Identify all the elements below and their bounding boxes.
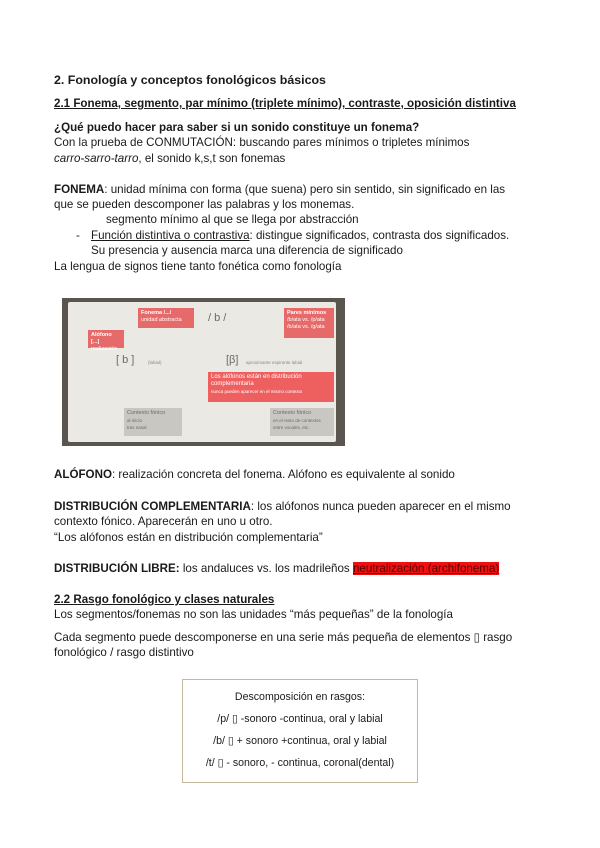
photo-contexto-left-sub-1: al inicio bbox=[127, 418, 143, 423]
example-rest: , el sonido k,s,t son fonemas bbox=[138, 152, 286, 165]
table-row-t: /t/ ▯ - sonoro, - continua, coronal(dental) bbox=[205, 757, 395, 769]
photo-pares-line-2: /b/ata vs. /g/ata bbox=[287, 324, 325, 330]
photo-distribucion-sub: nunca pueden aparecer en el mismo contexto bbox=[211, 389, 303, 394]
photo-pares-box bbox=[284, 308, 334, 338]
photo-alofono-sub: realización bbox=[91, 346, 118, 352]
photo-bracket-beta-label: aproximante espirante labial bbox=[246, 360, 303, 365]
photo-distribucion-box bbox=[208, 372, 334, 402]
libre-line bbox=[54, 561, 499, 576]
fonema-def-1: : unidad mínima con forma (que suena) pero sin sentido, sin significado en las bbox=[104, 183, 506, 196]
segmento-line: segmento mínimo al que se llega por abstracción bbox=[106, 213, 359, 226]
rasgos-table bbox=[182, 679, 418, 783]
conmutacion-line: Con la prueba de CONMUTACIÓN: buscando pares mínimos o tripletes mínimos bbox=[54, 136, 470, 149]
photo-distribucion-title: Los alófonos están en distribución bbox=[211, 374, 302, 380]
distribucion-line-1 bbox=[54, 499, 511, 514]
photo-slash-b: / b / bbox=[208, 312, 227, 324]
photo-fonema-sub: unidad abstracta bbox=[141, 317, 182, 323]
distribucion-quote: “Los alófonos están en distribución complementaria” bbox=[54, 531, 323, 544]
segmentos-line: Los segmentos/fonemas no son las unidades “más pequeñas” de la fonología bbox=[54, 608, 453, 621]
whiteboard-photo bbox=[62, 298, 345, 446]
photo-fonema-box bbox=[138, 308, 194, 328]
libre-term: DISTRIBUCIÓN LIBRE: bbox=[54, 562, 180, 575]
photo-contexto-right-title: Contexto fónico bbox=[273, 410, 312, 416]
whiteboard bbox=[68, 302, 336, 442]
photo-contexto-right-box bbox=[270, 408, 334, 436]
funcion-rest: : distingue significados, contrasta dos significados. bbox=[249, 229, 510, 242]
fonema-def-line-1 bbox=[54, 182, 505, 197]
funcion-line bbox=[91, 228, 509, 243]
photo-contexto-right-sub-1: en el resto de contextos bbox=[273, 418, 321, 423]
funcion-term: Función distintiva o contrastiva bbox=[91, 229, 250, 242]
fonema-term: FONEMA bbox=[54, 183, 105, 196]
libre-rest: los andaluces vs. los madrileños bbox=[179, 562, 353, 575]
lengua-signos-line: La lengua de signos tiene tanto fonética como fonología bbox=[54, 260, 342, 273]
question-heading: ¿Qué puedo hacer para saber si un sonido constituye un fonema? bbox=[54, 121, 420, 134]
table-row-b: /b/ ▯ + sonoro +continua, oral y labial bbox=[213, 735, 387, 747]
section-title: 2. Fonología y conceptos fonológicos básicos bbox=[54, 73, 326, 87]
photo-contexto-left-box bbox=[124, 408, 182, 436]
presencia-line: Su presencia y ausencia marca una diferencia de significado bbox=[91, 244, 403, 257]
photo-contexto-right-sub-2: entre vocales, etc. bbox=[273, 425, 310, 430]
photo-bracket-b: [ b ] bbox=[116, 354, 135, 366]
photo-bracket-b-label: (labial) bbox=[148, 360, 162, 365]
example-words: carro-sarro-tarro bbox=[54, 152, 139, 165]
distribucion-term: DISTRIBUCIÓN COMPLEMENTARIA bbox=[54, 500, 251, 513]
photo-pares-line-1: /b/ata vs. /p/ata bbox=[287, 317, 325, 323]
distribucion-line-2: contexto fónico. Aparecerán en uno u otro. bbox=[54, 515, 273, 528]
photo-alofono-label: Alófono [...] bbox=[91, 332, 112, 345]
photo-distribucion-title-2: complementaria bbox=[211, 381, 254, 387]
fonema-def-line-2: que se pueden descomponer las palabras y los monemas. bbox=[54, 198, 355, 211]
neutralizacion-highlight: neutralización (archifonema) bbox=[352, 562, 500, 575]
table-row-p: /p/ ▯ -sonoro -continua, oral y labial bbox=[217, 713, 383, 725]
subsection-title-2-1: 2.1 Fonema, segmento, par mínimo (triplete mínimo), contraste, oposición distintiva bbox=[54, 97, 516, 110]
distribucion-rest: : los alófonos nunca pueden aparecer en el mismo bbox=[250, 500, 511, 513]
photo-fonema-label: Fonema /.../ bbox=[141, 310, 172, 316]
photo-bracket-beta: [β] bbox=[226, 354, 239, 366]
photo-pares-title: Pares mínimos bbox=[287, 310, 327, 316]
bullet-dash: - bbox=[76, 229, 80, 242]
cada-line-1: Cada segmento puede descomponerse en una serie más pequeña de elementos ▯ rasgo bbox=[54, 631, 513, 644]
cada-line-2: fonológico / rasgo distintivo bbox=[54, 646, 194, 659]
example-line bbox=[54, 151, 285, 166]
alofono-rest: : realización concreta del fonema. Alófono es equivalente al sonido bbox=[111, 468, 455, 481]
photo-contexto-left-title: Contexto fónico bbox=[127, 410, 166, 416]
alofono-term: ALÓFONO bbox=[54, 468, 112, 481]
subsection-title-2-2: 2.2 Rasgo fonológico y clases naturales bbox=[54, 593, 275, 606]
photo-contexto-left-sub-2: tras nasal bbox=[127, 425, 147, 430]
photo-alofono-box bbox=[88, 330, 124, 352]
alofono-line bbox=[54, 467, 455, 482]
table-title: Descomposición en rasgos: bbox=[234, 691, 366, 703]
